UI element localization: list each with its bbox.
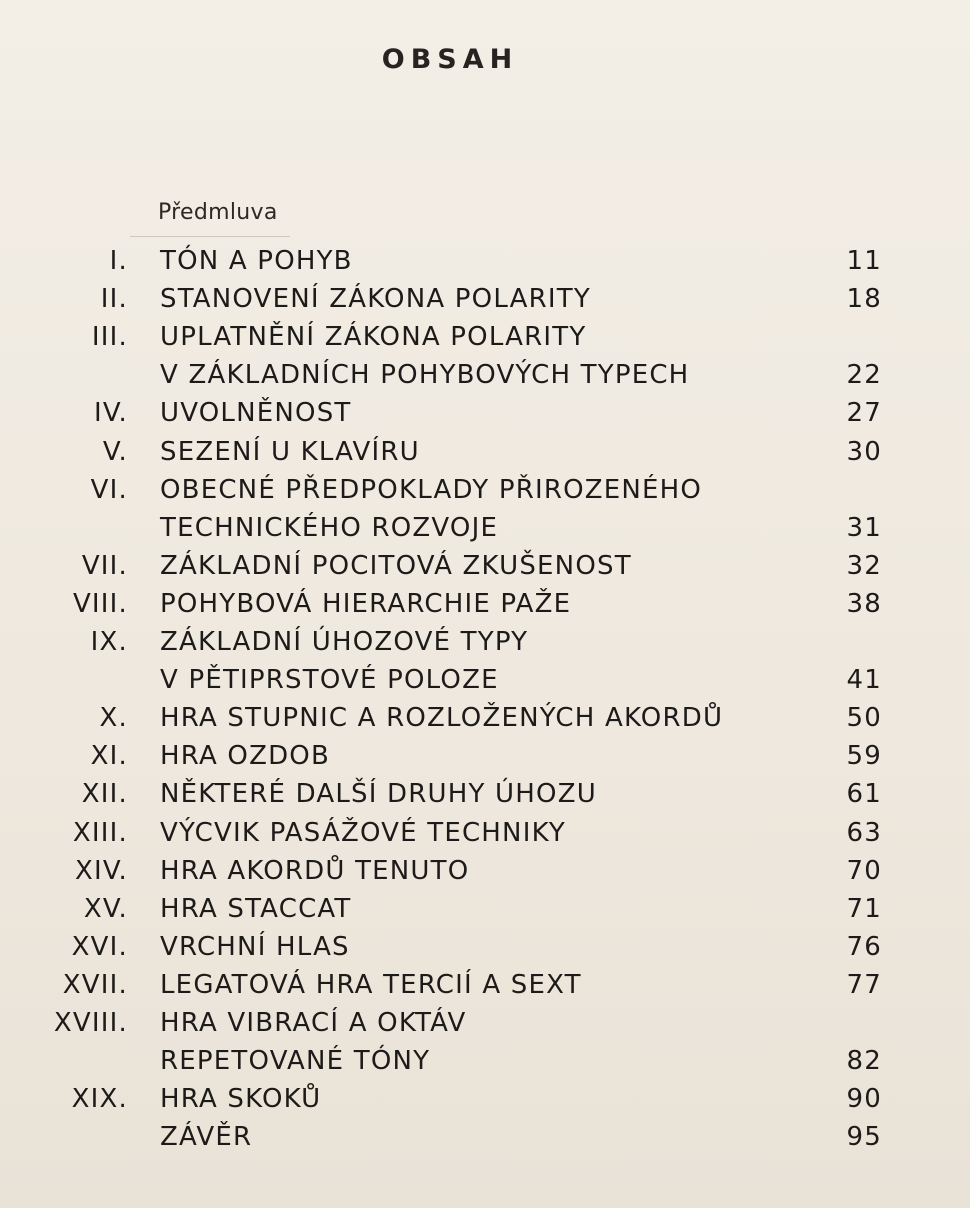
toc-row — [0, 741, 970, 777]
preface-entry: Předmluva — [158, 200, 278, 225]
toc-row — [0, 437, 970, 473]
toc-row — [0, 1008, 970, 1044]
chapter-title: V ZÁKLADNÍCH POHYBOVÝCH TYPECH — [160, 360, 690, 390]
chapter-number: XVI. — [71, 932, 128, 962]
page-number: 63 — [846, 818, 882, 848]
chapter-title: HRA STACCAT — [160, 894, 352, 924]
toc-row — [0, 1046, 970, 1082]
chapter-number: XI. — [90, 741, 128, 771]
chapter-title: HRA SKOKŮ — [160, 1084, 322, 1114]
page-number: 32 — [846, 551, 882, 581]
chapter-number: VII. — [81, 551, 128, 581]
chapter-number: XII. — [81, 779, 128, 809]
chapter-title: HRA STUPNIC A ROZLOŽENÝCH AKORDŮ — [160, 703, 724, 733]
page-number: 77 — [846, 970, 882, 1000]
toc-row — [0, 322, 970, 358]
chapter-number: XIV. — [75, 856, 128, 886]
page-number: 22 — [846, 360, 882, 390]
chapter-title: UVOLNĚNOST — [160, 398, 352, 428]
chapter-number: V. — [102, 437, 128, 467]
toc-row — [0, 627, 970, 663]
toc-row — [0, 665, 970, 701]
chapter-title: STANOVENÍ ZÁKONA POLARITY — [160, 284, 591, 314]
page-number: 61 — [846, 779, 882, 809]
page-number: 50 — [846, 703, 882, 733]
chapter-title: HRA VIBRACÍ A OKTÁV — [160, 1008, 467, 1038]
chapter-title: NĚKTERÉ DALŠÍ DRUHY ÚHOZU — [160, 779, 597, 809]
chapter-number: XIII. — [72, 818, 128, 848]
chapter-title: UPLATNĚNÍ ZÁKONA POLARITY — [160, 322, 587, 352]
chapter-title: VÝCVIK PASÁŽOVÉ TECHNIKY — [160, 818, 566, 848]
chapter-title: SEZENÍ U KLAVÍRU — [160, 437, 420, 467]
chapter-number: XVII. — [62, 970, 128, 1000]
toc-row — [0, 1084, 970, 1120]
chapter-title: ZÁVĚR — [160, 1122, 253, 1152]
toc-row — [0, 1122, 970, 1158]
toc-row — [0, 398, 970, 434]
chapter-title: POHYBOVÁ HIERARCHIE PAŽE — [160, 589, 572, 619]
toc-row — [0, 551, 970, 587]
chapter-number: I. — [109, 246, 128, 276]
page-number: 90 — [846, 1084, 882, 1114]
toc-row — [0, 703, 970, 739]
chapter-number: VIII. — [72, 589, 128, 619]
page-number: 11 — [846, 246, 882, 276]
chapter-number: XIX. — [71, 1084, 128, 1114]
chapter-number: IX. — [90, 627, 128, 657]
page-number: 70 — [846, 856, 882, 886]
toc-row — [0, 818, 970, 854]
toc-row — [0, 475, 970, 511]
chapter-title: TECHNICKÉHO ROZVOJE — [160, 513, 499, 543]
chapter-title: HRA OZDOB — [160, 741, 331, 771]
chapter-number: IV. — [94, 398, 128, 428]
chapter-title: ZÁKLADNÍ ÚHOZOVÉ TYPY — [160, 627, 529, 657]
chapter-title: OBECNÉ PŘEDPOKLADY PŘIROZENÉHO — [160, 475, 703, 505]
chapter-number: II. — [100, 284, 128, 314]
chapter-title: REPETOVANÉ TÓNY — [160, 1046, 431, 1076]
chapter-number: VI. — [90, 475, 128, 505]
chapter-title: TÓN A POHYB — [160, 246, 353, 276]
contents-heading: OBSAH — [381, 44, 519, 75]
toc-row — [0, 246, 970, 282]
page-number: 31 — [846, 513, 882, 543]
chapter-title: V PĚTIPRSTOVÉ POLOZE — [160, 665, 499, 695]
toc-row — [0, 589, 970, 625]
chapter-title: VRCHNÍ HLAS — [160, 932, 350, 962]
chapter-number: XV. — [83, 894, 128, 924]
toc-row — [0, 894, 970, 930]
chapter-number: XVIII. — [53, 1008, 128, 1038]
page-number: 76 — [846, 932, 882, 962]
chapter-number: III. — [91, 322, 128, 352]
toc-row — [0, 360, 970, 396]
toc-row — [0, 970, 970, 1006]
toc-row — [0, 513, 970, 549]
page-number: 71 — [846, 894, 882, 924]
page-number: 41 — [846, 665, 882, 695]
page-number: 30 — [846, 437, 882, 467]
toc-row — [0, 779, 970, 815]
page-number: 18 — [846, 284, 882, 314]
page-number: 95 — [846, 1122, 882, 1152]
chapter-number: X. — [99, 703, 128, 733]
toc-row — [0, 932, 970, 968]
chapter-title: HRA AKORDŮ TENUTO — [160, 856, 470, 886]
toc-row — [0, 856, 970, 892]
page-number: 38 — [846, 589, 882, 619]
page-number: 27 — [846, 398, 882, 428]
toc-row — [0, 284, 970, 320]
divider — [130, 236, 290, 237]
page-number: 59 — [846, 741, 882, 771]
chapter-title: LEGATOVÁ HRA TERCIÍ A SEXT — [160, 970, 582, 1000]
chapter-title: ZÁKLADNÍ POCITOVÁ ZKUŠENOST — [160, 551, 632, 581]
page-number: 82 — [846, 1046, 882, 1076]
